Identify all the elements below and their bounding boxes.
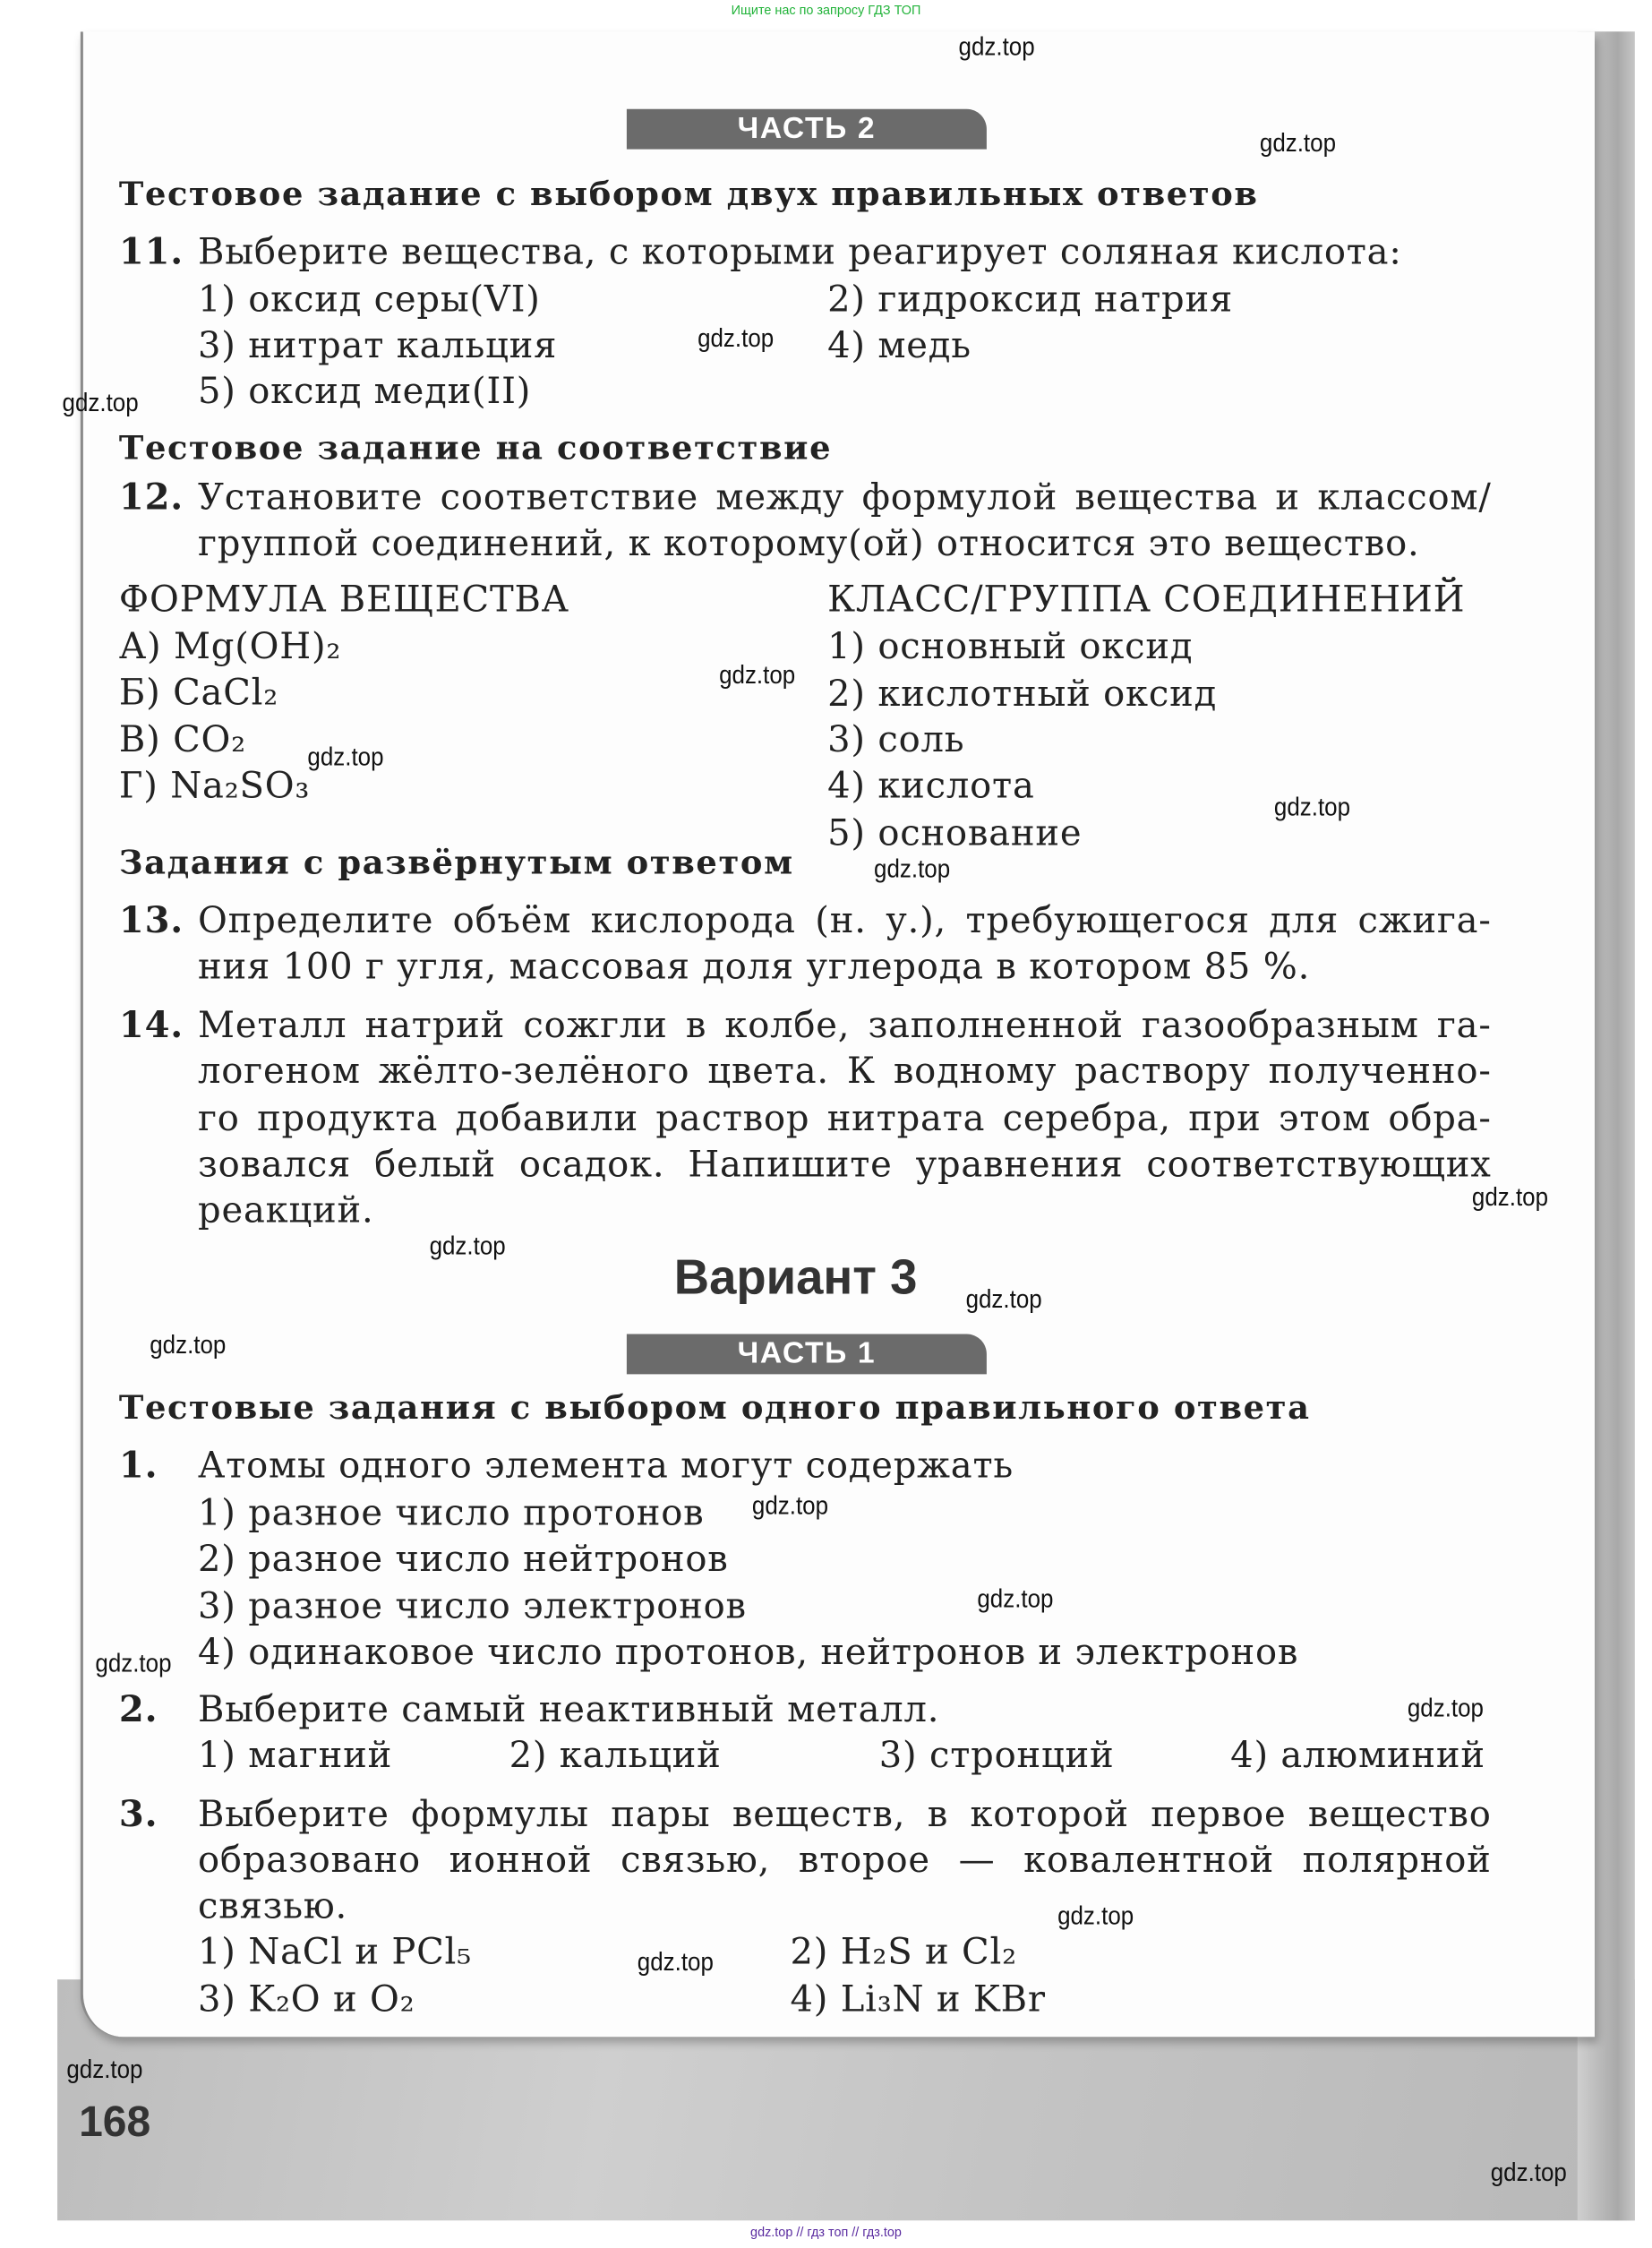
bottom-note: gdz.top // гдз топ // гдз.top	[750, 2225, 902, 2240]
section-heading: Тестовые задания с выбором одного правильного ответа	[118, 1388, 1311, 1428]
question-number: 11.	[118, 230, 184, 273]
answer-option: 3) разное число электронов	[198, 1584, 747, 1627]
watermark: gdz.top	[1259, 128, 1337, 158]
watermark: gdz.top	[698, 323, 775, 353]
watermark: gdz.top	[719, 660, 796, 690]
class-item: 5) основание	[827, 811, 1083, 854]
watermark: gdz.top	[95, 1649, 172, 1678]
section-heading: Тестовое задание с выбором двух правильных ответов	[118, 175, 1259, 214]
question-number: 3.	[118, 1793, 158, 1835]
question-text: реакций.	[198, 1188, 374, 1231]
question-text: Выберите самый неактивный металл.	[198, 1688, 940, 1730]
answer-option: 4) одинаковое число протонов, нейтронов и электронов	[198, 1631, 1299, 1673]
class-item: 4) кислота	[827, 764, 1035, 807]
formula-item: Г) Na₂SO₃	[118, 764, 311, 807]
answer-option: 3) K₂O и O₂	[198, 1978, 415, 2021]
answer-option: 1) оксид серы(VI)	[198, 278, 541, 321]
section-heading: Тестовое задание на соответствие	[118, 428, 833, 468]
question-text: Металл натрий сожгли в колбе, заполненной газообразным га-	[198, 1004, 1492, 1046]
question-number: 14.	[118, 1004, 184, 1046]
answer-option: 1) магний	[198, 1734, 393, 1776]
watermark: gdz.top	[977, 1583, 1054, 1613]
question-text: группой соединений, к которому(ой) относится это вещество.	[198, 521, 1420, 564]
watermark: gdz.top	[751, 1490, 829, 1520]
question-text: Установите соответствие между формулой вещества и классом/	[198, 476, 1492, 519]
question-text: логеном жёлто-зелёного цвета. К водному раствору полученно-	[198, 1050, 1492, 1092]
question-number: 12.	[118, 476, 184, 519]
column-header: КЛАСС/ГРУППА СОЕДИНЕНИЙ	[827, 578, 1466, 620]
watermark: gdz.top	[958, 32, 1035, 62]
answer-option: 2) гидроксид натрия	[827, 278, 1234, 321]
answer-option: 2) разное число нейтронов	[198, 1537, 729, 1580]
watermark: gdz.top	[1407, 1693, 1484, 1722]
question-text: зовался белый осадок. Напишите уравнения соответствующих	[198, 1143, 1492, 1185]
answer-option: 1) NaCl и PCl₅	[198, 1930, 473, 1973]
question-text: Выберите формулы пары веществ, в которой первое вещество	[198, 1793, 1492, 1835]
section-heading: Задания с развёрнутым ответом	[118, 843, 794, 882]
answer-option: 2) кальций	[509, 1734, 722, 1776]
question-number: 1.	[118, 1444, 158, 1487]
column-header: ФОРМУЛА ВЕЩЕСТВА	[118, 578, 569, 620]
watermark: gdz.top	[874, 854, 951, 883]
watermark: gdz.top	[66, 2055, 143, 2084]
watermark: gdz.top	[637, 1947, 714, 1977]
answer-option: 4) алюминий	[1230, 1734, 1485, 1776]
formula-item: Б) CaCl₂	[118, 671, 279, 713]
watermark: gdz.top	[1057, 1901, 1134, 1930]
question-text: Атомы одного элемента могут содержать	[198, 1444, 1014, 1487]
question-number: 13.	[118, 899, 184, 941]
question-text: связью.	[198, 1884, 348, 1926]
watermark: gdz.top	[965, 1284, 1042, 1314]
answer-option: 3) нитрат кальция	[198, 323, 558, 366]
answer-option: 4) медь	[827, 323, 972, 366]
variant-title: Вариант 3	[673, 1250, 918, 1306]
watermark: gdz.top	[150, 1330, 227, 1360]
formula-item: В) CO₂	[118, 718, 247, 760]
watermark: gdz.top	[1273, 792, 1351, 821]
formula-item: А) Mg(OH)₂	[118, 625, 342, 667]
question-number: 2.	[118, 1688, 158, 1730]
watermark: gdz.top	[1490, 2158, 1567, 2187]
watermark: gdz.top	[429, 1231, 506, 1261]
top-search-note: Ищите нас по запросу ГДЗ ТОП	[731, 3, 921, 18]
class-item: 2) кислотный оксид	[827, 673, 1218, 715]
question-text: образовано ионной связью, второе — ковалентной полярной	[198, 1839, 1492, 1881]
answer-option: 2) H₂S и Cl₂	[790, 1930, 1017, 1973]
class-item: 1) основный оксид	[827, 625, 1194, 667]
part2-banner: ЧАСТЬ 2	[627, 109, 987, 150]
watermark: gdz.top	[1471, 1182, 1549, 1212]
page-number: 168	[79, 2098, 151, 2146]
question-text: Выберите вещества, с которыми реагирует соляная кислота:	[198, 230, 1402, 273]
watermark: gdz.top	[307, 742, 384, 771]
watermark: gdz.top	[62, 388, 139, 417]
question-text: Определите объём кислорода (н. у.), требующегося для сжига-	[198, 899, 1492, 941]
question-text: ния 100 г угля, массовая доля углерода в котором 85 %.	[198, 945, 1311, 987]
answer-option: 4) Li₃N и KBr	[790, 1978, 1046, 2021]
answer-option: 3) стронций	[878, 1734, 1115, 1776]
class-item: 3) соль	[827, 718, 965, 760]
answer-option: 5) оксид меди(II)	[198, 370, 532, 412]
question-text: го продукта добавили раствор нитрата серебра, при этом обра-	[198, 1097, 1492, 1139]
part1-banner: ЧАСТЬ 1	[627, 1334, 987, 1374]
answer-option: 1) разное число протонов	[198, 1491, 705, 1534]
